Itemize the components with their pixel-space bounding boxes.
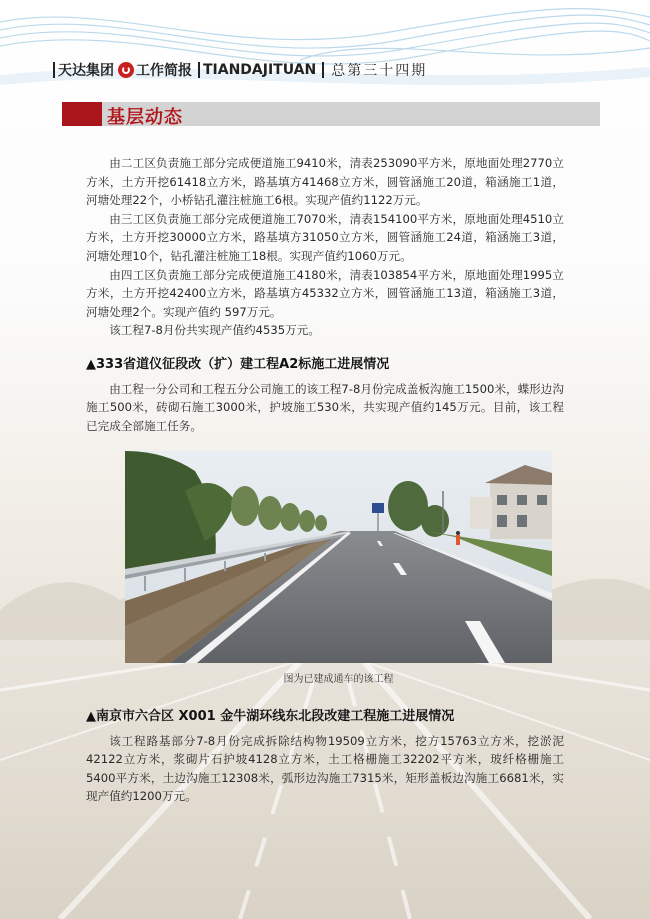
company-logo-icon [118,62,134,78]
section-title: 基层动态 [107,107,183,128]
divider [53,62,55,78]
company-name: 天达集团 [58,63,114,79]
bulletin-name: 工作简报 [136,63,192,79]
section-heading [62,102,600,126]
photo-caption: 图为已建成通车的该工程 [283,674,394,685]
subheading: ▲333省道仪征段改（扩）建工程A2标施工进展情况 [86,357,390,372]
paragraph: 由工程一分公司和工程五分公司施工的该工程7-8月份完成盖板沟施工1500米，蝶形边沟施工500米，砖砌石施工3000米，护坡施工530米，共实现产值约145万元。目前，该工程已完成全部施工任务。 [86,381,564,433]
project-a2-section [86,356,564,435]
page-header [0,0,650,90]
subheading: ▲南京市六合区 X001 金牛湖环线东北段改建工程施工进展情况 [86,709,455,724]
paragraph: 由三工区负责施工部分完成便道施工7070米，清表154100平方米，原地面处理4510立方米，土方开挖30000立方米，路基填方31050立方米，圆管涵施工24道，箱涵施工3道，河塘处理10个，钻孔灌注桩施工18根。实现产值约1060万元。 [86,211,564,263]
header-title-bar [50,60,427,80]
road-photo [125,451,552,663]
paragraph: 该工程7-8月份共实现产值约4535万元。 [109,323,320,338]
paragraph: 由四工区负责施工部分完成便道施工4180米，清表103854平方米，原地面处理1995立方米，土方开挖42400立方米，路基填方45332立方米，圆管涵施工13道，箱涵施工3道，河塘处理2个。实现产值约 597万元。 [86,267,564,319]
paragraph: 由二工区负责施工部分完成便道施工9410米，清表253090平方米，原地面处理2770立方米，土方开挖61418立方米，路基填方41468立方米，圆管涵施工20道，箱涵施工1道，河塘处理22个，小桥钻孔灌注桩施工6根。实现产值约1122万元。 [86,156,564,208]
issue-number: 总第三十四期 [331,63,428,79]
work-area-progress [86,154,564,340]
paragraph: 该工程路基部分7-8月份完成拆除结构物19509立方米，挖方15763立方米，挖淤泥42122立方米，浆砌片石护坡4128立方米，土工格栅施工32202平方米，玻纤格栅施工5400平方米，土边沟施工12308米，弧形边沟施工7315米，矩形盖板边沟施工6681米，实现产值约1200万元。 [86,733,564,804]
brand-name: TIANDAJITUAN [203,62,317,78]
section-accent-block [62,102,102,126]
divider [322,62,324,78]
divider [198,62,200,78]
project-x001-section [86,708,564,806]
